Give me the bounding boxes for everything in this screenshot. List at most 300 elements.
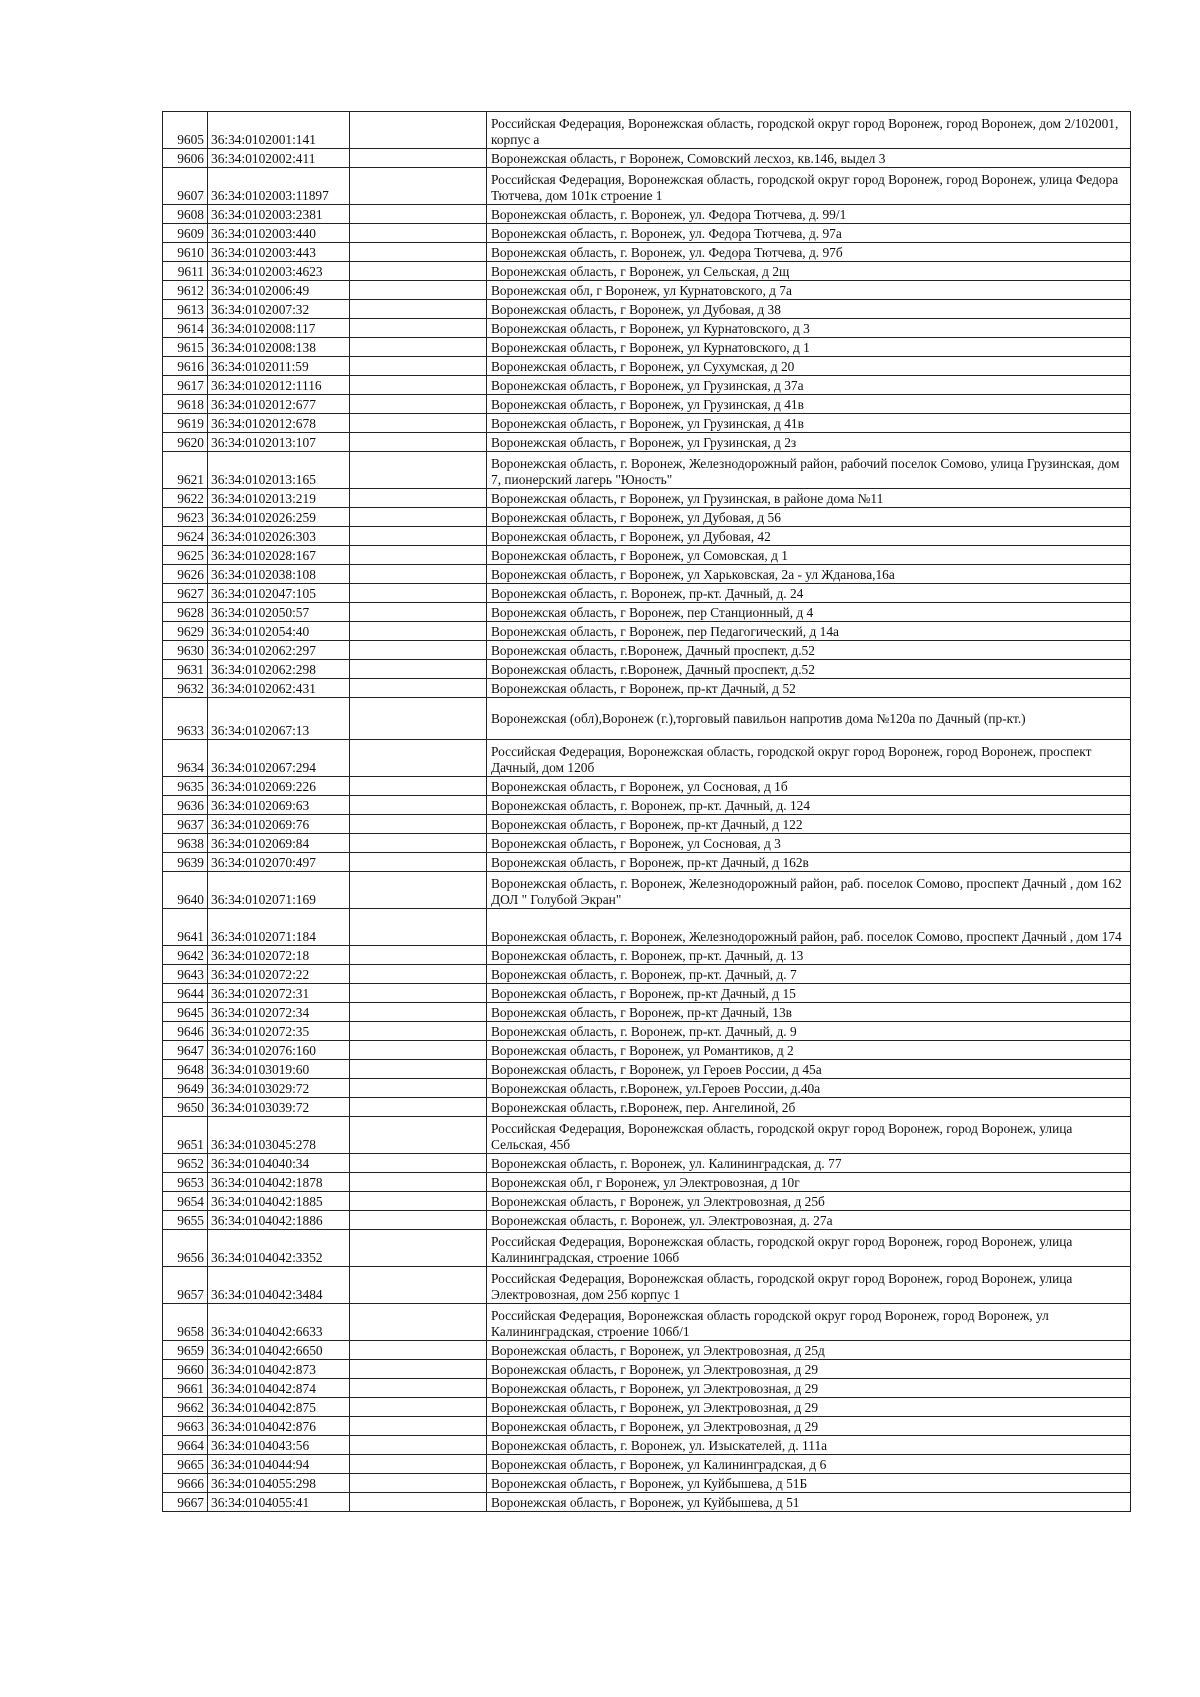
row-number-cell: 9608 <box>163 205 208 224</box>
address-cell: Российская Федерация, Воронежская область, городской округ город Воронеж, город Воронеж, улица Электровозная, дом 25б корпус 1 <box>487 1267 1131 1304</box>
cadastral-number-cell: 36:34:0104042:6650 <box>208 1341 350 1360</box>
address-cell: Воронежская область, г Воронеж, ул Курнатовского, д 3 <box>487 319 1131 338</box>
table-row <box>163 300 1131 319</box>
cadastral-number-cell: 36:34:0102013:219 <box>208 489 350 508</box>
table-row <box>163 452 1131 489</box>
row-number-cell: 9610 <box>163 243 208 262</box>
address-cell: Воронежская область, г. Воронеж, Железнодорожный район, рабочий поселок Сомово, улица Грузинская, дом 7, пионерский лагерь "Юность" <box>487 452 1131 489</box>
empty-cell <box>350 1474 487 1493</box>
empty-cell <box>350 224 487 243</box>
table-row <box>163 433 1131 452</box>
row-number-cell: 9634 <box>163 740 208 777</box>
address-cell: Воронежская область, г. Воронеж, пр-кт. Дачный, д. 7 <box>487 965 1131 984</box>
row-number-cell: 9636 <box>163 796 208 815</box>
cadastral-number-cell: 36:34:0102069:84 <box>208 834 350 853</box>
cadastral-number-cell: 36:34:0102050:57 <box>208 603 350 622</box>
empty-cell <box>350 1230 487 1267</box>
row-number-cell: 9654 <box>163 1192 208 1211</box>
row-number-cell: 9619 <box>163 414 208 433</box>
row-number-cell: 9658 <box>163 1304 208 1341</box>
cadastral-number-cell: 36:34:0104042:875 <box>208 1398 350 1417</box>
cadastral-number-cell: 36:34:0102003:443 <box>208 243 350 262</box>
cadastral-number-cell: 36:34:0102003:11897 <box>208 168 350 205</box>
row-number-cell: 9624 <box>163 527 208 546</box>
cadastral-number-cell: 36:34:0102012:677 <box>208 395 350 414</box>
empty-cell <box>350 433 487 452</box>
table-row <box>163 1079 1131 1098</box>
table-row <box>163 698 1131 740</box>
address-cell: Воронежская область, г Воронеж, ул Дубовая, д 38 <box>487 300 1131 319</box>
cadastral-number-cell: 36:34:0102028:167 <box>208 546 350 565</box>
address-cell: Воронежская область, г Воронеж, ул Дубовая, д 56 <box>487 508 1131 527</box>
empty-cell <box>350 1493 487 1512</box>
cadastral-number-cell: 36:34:0104044:94 <box>208 1455 350 1474</box>
empty-cell <box>350 698 487 740</box>
row-number-cell: 9666 <box>163 1474 208 1493</box>
address-cell: Воронежская область, г Воронеж, ул Сельская, д 2щ <box>487 262 1131 281</box>
table-row <box>163 1154 1131 1173</box>
table-row <box>163 565 1131 584</box>
table-row <box>163 508 1131 527</box>
cadastral-number-cell: 36:34:0103039:72 <box>208 1098 350 1117</box>
cadastral-number-cell: 36:34:0104055:41 <box>208 1493 350 1512</box>
cadastral-number-cell: 36:34:0102054:40 <box>208 622 350 641</box>
row-number-cell: 9662 <box>163 1398 208 1417</box>
row-number-cell: 9623 <box>163 508 208 527</box>
row-number-cell: 9606 <box>163 149 208 168</box>
table-row <box>163 319 1131 338</box>
row-number-cell: 9640 <box>163 872 208 909</box>
table-row <box>163 1360 1131 1379</box>
table-row <box>163 679 1131 698</box>
row-number-cell: 9625 <box>163 546 208 565</box>
table-row <box>163 1398 1131 1417</box>
row-number-cell: 9659 <box>163 1341 208 1360</box>
row-number-cell: 9613 <box>163 300 208 319</box>
table-row <box>163 946 1131 965</box>
cadastral-number-cell: 36:34:0102070:497 <box>208 853 350 872</box>
address-cell: Воронежская область, г. Воронеж, ул. Электровозная, д. 27а <box>487 1211 1131 1230</box>
table-row <box>163 1417 1131 1436</box>
address-cell: Воронежская область, г. Воронеж, ул. Калининградская, д. 77 <box>487 1154 1131 1173</box>
cadastral-number-cell: 36:34:0102069:63 <box>208 796 350 815</box>
address-cell: Воронежская область, г Воронеж, Сомовский лесхоз, кв.146, выдел 3 <box>487 149 1131 168</box>
address-cell: Воронежская область, г Воронеж, ул Сухумская, д 20 <box>487 357 1131 376</box>
table-row <box>163 796 1131 815</box>
empty-cell <box>350 603 487 622</box>
table-row <box>163 1267 1131 1304</box>
row-number-cell: 9614 <box>163 319 208 338</box>
cadastral-number-cell: 36:34:0103045:278 <box>208 1117 350 1154</box>
row-number-cell: 9621 <box>163 452 208 489</box>
row-number-cell: 9632 <box>163 679 208 698</box>
cadastral-number-cell: 36:34:0102062:297 <box>208 641 350 660</box>
address-cell: Российская Федерация, Воронежская область, городской округ город Воронеж, город Воронеж, улица Федора Тютчева, дом 101к строение 1 <box>487 168 1131 205</box>
empty-cell <box>350 395 487 414</box>
address-cell: Воронежская (обл),Воронеж (г.),торговый павильон напротив дома №120а по Дачный (пр-кт.) <box>487 698 1131 740</box>
empty-cell <box>350 357 487 376</box>
table-row <box>163 1117 1131 1154</box>
address-cell: Воронежская область, г. Воронеж, пр-кт. Дачный, д. 13 <box>487 946 1131 965</box>
row-number-cell: 9617 <box>163 376 208 395</box>
empty-cell <box>350 527 487 546</box>
table-row <box>163 1098 1131 1117</box>
document-page <box>162 111 1131 1512</box>
address-cell: Воронежская область, г. Воронеж, ул. Федора Тютчева, д. 97а <box>487 224 1131 243</box>
empty-cell <box>350 909 487 946</box>
cadastral-number-cell: 36:34:0102026:303 <box>208 527 350 546</box>
empty-cell <box>350 1360 487 1379</box>
cadastral-number-cell: 36:34:0104043:56 <box>208 1436 350 1455</box>
empty-cell <box>350 641 487 660</box>
address-cell: Воронежская область, г. Воронеж, ул. Федора Тютчева, д. 97б <box>487 243 1131 262</box>
address-cell: Воронежская область, г Воронеж, ул Сомовская, д 1 <box>487 546 1131 565</box>
address-cell: Воронежская область, г Воронеж, пр-кт Дачный, д 162в <box>487 853 1131 872</box>
empty-cell <box>350 1154 487 1173</box>
row-number-cell: 9609 <box>163 224 208 243</box>
address-cell: Воронежская обл, г Воронеж, ул Электровозная, д 10г <box>487 1173 1131 1192</box>
table-row <box>163 262 1131 281</box>
address-cell: Воронежская область, г.Воронеж, Дачный проспект, д.52 <box>487 641 1131 660</box>
cadastral-number-cell: 36:34:0103029:72 <box>208 1079 350 1098</box>
cadastral-number-cell: 36:34:0104042:876 <box>208 1417 350 1436</box>
empty-cell <box>350 1098 487 1117</box>
address-cell: Воронежская область, г Воронеж, пр-кт Дачный, д 122 <box>487 815 1131 834</box>
empty-cell <box>350 300 487 319</box>
address-cell: Воронежская область, г Воронеж, ул Калининградская, д 6 <box>487 1455 1131 1474</box>
empty-cell <box>350 777 487 796</box>
cadastral-number-cell: 36:34:0102001:141 <box>208 112 350 149</box>
address-cell: Российская Федерация, Воронежская область, городской округ город Воронеж, город Воронеж, улица Сельская, 45б <box>487 1117 1131 1154</box>
empty-cell <box>350 1041 487 1060</box>
cadastral-number-cell: 36:34:0102012:678 <box>208 414 350 433</box>
empty-cell <box>350 660 487 679</box>
cadastral-number-cell: 36:34:0104042:6633 <box>208 1304 350 1341</box>
cadastral-number-cell: 36:34:0102003:2381 <box>208 205 350 224</box>
empty-cell <box>350 149 487 168</box>
table-row <box>163 909 1131 946</box>
cadastral-number-cell: 36:34:0102071:169 <box>208 872 350 909</box>
address-cell: Российская Федерация, Воронежская область городской округ город Воронеж, город Воронеж, ул Калининградская, строение 106б/1 <box>487 1304 1131 1341</box>
empty-cell <box>350 414 487 433</box>
table-row <box>163 1379 1131 1398</box>
address-cell: Воронежская область, г Воронеж, ул Дубовая, 42 <box>487 527 1131 546</box>
registry-table <box>162 111 1131 1512</box>
row-number-cell: 9627 <box>163 584 208 603</box>
row-number-cell: 9611 <box>163 262 208 281</box>
empty-cell <box>350 262 487 281</box>
address-cell: Воронежская область, г Воронеж, пер Педагогический, д 14а <box>487 622 1131 641</box>
table-row <box>163 1493 1131 1512</box>
address-cell: Воронежская область, г. Воронеж, ул. Федора Тютчева, д. 99/1 <box>487 205 1131 224</box>
empty-cell <box>350 984 487 1003</box>
cadastral-number-cell: 36:34:0104040:34 <box>208 1154 350 1173</box>
row-number-cell: 9664 <box>163 1436 208 1455</box>
address-cell: Российская Федерация, Воронежская область, городской округ город Воронеж, город Воронеж, проспект Дачный, дом 120б <box>487 740 1131 777</box>
address-cell: Воронежская область, г.Воронеж, ул.Героев России, д.40а <box>487 1079 1131 1098</box>
address-cell: Воронежская область, г. Воронеж, ул. Изыскателей, д. 111а <box>487 1436 1131 1455</box>
address-cell: Воронежская область, г Воронеж, пер Станционный, д 4 <box>487 603 1131 622</box>
row-number-cell: 9630 <box>163 641 208 660</box>
table-row <box>163 1455 1131 1474</box>
address-cell: Воронежская область, г Воронеж, ул Курнатовского, д 1 <box>487 338 1131 357</box>
row-number-cell: 9642 <box>163 946 208 965</box>
row-number-cell: 9633 <box>163 698 208 740</box>
address-cell: Воронежская область, г Воронеж, ул Электровозная, д 29 <box>487 1417 1131 1436</box>
address-cell: Воронежская область, г Воронеж, ул Героев России, д 45а <box>487 1060 1131 1079</box>
row-number-cell: 9618 <box>163 395 208 414</box>
empty-cell <box>350 1379 487 1398</box>
address-cell: Воронежская область, г Воронеж, ул Грузинская, д 41в <box>487 414 1131 433</box>
empty-cell <box>350 965 487 984</box>
table-row <box>163 1041 1131 1060</box>
empty-cell <box>350 622 487 641</box>
address-cell: Воронежская область, г Воронеж, ул Грузинская, д 37а <box>487 376 1131 395</box>
row-number-cell: 9649 <box>163 1079 208 1098</box>
address-cell: Воронежская область, г Воронеж, ул Электровозная, д 25д <box>487 1341 1131 1360</box>
row-number-cell: 9622 <box>163 489 208 508</box>
empty-cell <box>350 243 487 262</box>
address-cell: Воронежская область, г Воронеж, ул Куйбышева, д 51 <box>487 1493 1131 1512</box>
empty-cell <box>350 1436 487 1455</box>
table-row <box>163 1060 1131 1079</box>
row-number-cell: 9651 <box>163 1117 208 1154</box>
row-number-cell: 9639 <box>163 853 208 872</box>
cadastral-number-cell: 36:34:0104042:874 <box>208 1379 350 1398</box>
table-row <box>163 1341 1131 1360</box>
table-row <box>163 395 1131 414</box>
row-number-cell: 9660 <box>163 1360 208 1379</box>
empty-cell <box>350 584 487 603</box>
table-row <box>163 872 1131 909</box>
empty-cell <box>350 1192 487 1211</box>
table-row <box>163 527 1131 546</box>
cadastral-number-cell: 36:34:0102038:108 <box>208 565 350 584</box>
table-row <box>163 965 1131 984</box>
cadastral-number-cell: 36:34:0102003:4623 <box>208 262 350 281</box>
address-cell: Воронежская область, г Воронеж, ул Сосновая, д 1б <box>487 777 1131 796</box>
empty-cell <box>350 319 487 338</box>
address-cell: Воронежская область, г Воронеж, ул Электровозная, д 29 <box>487 1360 1131 1379</box>
empty-cell <box>350 452 487 489</box>
address-cell: Российская Федерация, Воронежская область, городской округ город Воронеж, город Воронеж, дом 2/102001, корпус а <box>487 112 1131 149</box>
address-cell: Воронежская область, г Воронеж, ул Электровозная, д 29 <box>487 1398 1131 1417</box>
empty-cell <box>350 872 487 909</box>
address-cell: Воронежская область, г Воронеж, пр-кт Дачный, д 15 <box>487 984 1131 1003</box>
empty-cell <box>350 1079 487 1098</box>
cadastral-number-cell: 36:34:0102012:1116 <box>208 376 350 395</box>
row-number-cell: 9626 <box>163 565 208 584</box>
address-cell: Воронежская область, г. Воронеж, пр-кт. Дачный, д. 9 <box>487 1022 1131 1041</box>
address-cell: Воронежская область, г Воронеж, пр-кт Дачный, 13в <box>487 1003 1131 1022</box>
empty-cell <box>350 565 487 584</box>
table-row <box>163 641 1131 660</box>
cadastral-number-cell: 36:34:0104055:298 <box>208 1474 350 1493</box>
address-cell: Воронежская область, г Воронеж, пр-кт Дачный, д 52 <box>487 679 1131 698</box>
row-number-cell: 9663 <box>163 1417 208 1436</box>
cadastral-number-cell: 36:34:0102072:18 <box>208 946 350 965</box>
row-number-cell: 9646 <box>163 1022 208 1041</box>
empty-cell <box>350 1211 487 1230</box>
row-number-cell: 9635 <box>163 777 208 796</box>
row-number-cell: 9648 <box>163 1060 208 1079</box>
cadastral-number-cell: 36:34:0102006:49 <box>208 281 350 300</box>
row-number-cell: 9645 <box>163 1003 208 1022</box>
cadastral-number-cell: 36:34:0102069:226 <box>208 777 350 796</box>
table-row <box>163 112 1131 149</box>
row-number-cell: 9612 <box>163 281 208 300</box>
row-number-cell: 9647 <box>163 1041 208 1060</box>
table-row <box>163 414 1131 433</box>
cadastral-number-cell: 36:34:0102047:105 <box>208 584 350 603</box>
table-row <box>163 815 1131 834</box>
cadastral-number-cell: 36:34:0102008:117 <box>208 319 350 338</box>
row-number-cell: 9657 <box>163 1267 208 1304</box>
table-row <box>163 984 1131 1003</box>
table-row <box>163 1003 1131 1022</box>
row-number-cell: 9661 <box>163 1379 208 1398</box>
row-number-cell: 9631 <box>163 660 208 679</box>
empty-cell <box>350 1060 487 1079</box>
table-row <box>163 1474 1131 1493</box>
table-row <box>163 1436 1131 1455</box>
empty-cell <box>350 338 487 357</box>
empty-cell <box>350 1304 487 1341</box>
row-number-cell: 9616 <box>163 357 208 376</box>
cadastral-number-cell: 36:34:0102007:32 <box>208 300 350 319</box>
address-cell: Воронежская область, г Воронеж, ул Электровозная, д 29 <box>487 1379 1131 1398</box>
row-number-cell: 9644 <box>163 984 208 1003</box>
address-cell: Воронежская область, г Воронеж, ул Сосновая, д 3 <box>487 834 1131 853</box>
cadastral-number-cell: 36:34:0104042:1885 <box>208 1192 350 1211</box>
cadastral-number-cell: 36:34:0102072:22 <box>208 965 350 984</box>
cadastral-number-cell: 36:34:0102013:107 <box>208 433 350 452</box>
row-number-cell: 9650 <box>163 1098 208 1117</box>
table-row <box>163 149 1131 168</box>
empty-cell <box>350 1173 487 1192</box>
row-number-cell: 9643 <box>163 965 208 984</box>
address-cell: Воронежская область, г Воронеж, ул Куйбышева, д 51Б <box>487 1474 1131 1493</box>
row-number-cell: 9641 <box>163 909 208 946</box>
empty-cell <box>350 1398 487 1417</box>
table-row <box>163 1211 1131 1230</box>
cadastral-number-cell: 36:34:0102069:76 <box>208 815 350 834</box>
table-row <box>163 1192 1131 1211</box>
address-cell: Воронежская область, г Воронеж, ул Романтиков, д 2 <box>487 1041 1131 1060</box>
table-row <box>163 740 1131 777</box>
empty-cell <box>350 546 487 565</box>
cadastral-number-cell: 36:34:0104042:3484 <box>208 1267 350 1304</box>
table-row <box>163 338 1131 357</box>
cadastral-number-cell: 36:34:0102003:440 <box>208 224 350 243</box>
address-cell: Воронежская область, г.Воронеж, Дачный проспект, д.52 <box>487 660 1131 679</box>
row-number-cell: 9655 <box>163 1211 208 1230</box>
row-number-cell: 9607 <box>163 168 208 205</box>
row-number-cell: 9620 <box>163 433 208 452</box>
cadastral-number-cell: 36:34:0102072:31 <box>208 984 350 1003</box>
empty-cell <box>350 281 487 300</box>
empty-cell <box>350 853 487 872</box>
cadastral-number-cell: 36:34:0102008:138 <box>208 338 350 357</box>
address-cell: Воронежская область, г Воронеж, ул Грузинская, д 41в <box>487 395 1131 414</box>
empty-cell <box>350 1003 487 1022</box>
table-row <box>163 376 1131 395</box>
cadastral-number-cell: 36:34:0102002:411 <box>208 149 350 168</box>
cadastral-number-cell: 36:34:0104042:3352 <box>208 1230 350 1267</box>
address-cell: Воронежская область, г.Воронеж, пер. Ангелиной, 2б <box>487 1098 1131 1117</box>
table-row <box>163 777 1131 796</box>
empty-cell <box>350 376 487 395</box>
cadastral-number-cell: 36:34:0104042:1886 <box>208 1211 350 1230</box>
table-row <box>163 224 1131 243</box>
address-cell: Воронежская область, г Воронеж, ул Электровозная, д 25б <box>487 1192 1131 1211</box>
empty-cell <box>350 112 487 149</box>
table-row <box>163 168 1131 205</box>
address-cell: Российская Федерация, Воронежская область, городской округ город Воронеж, город Воронеж, улица Калининградская, строение 106б <box>487 1230 1131 1267</box>
empty-cell <box>350 946 487 965</box>
row-number-cell: 9629 <box>163 622 208 641</box>
address-cell: Воронежская область, г Воронеж, ул Харьковская, 2а - ул Жданова,16а <box>487 565 1131 584</box>
cadastral-number-cell: 36:34:0103019:60 <box>208 1060 350 1079</box>
table-row <box>163 357 1131 376</box>
address-cell: Воронежская область, г Воронеж, ул Грузинская, д 2з <box>487 433 1131 452</box>
cadastral-number-cell: 36:34:0104042:1878 <box>208 1173 350 1192</box>
row-number-cell: 9667 <box>163 1493 208 1512</box>
row-number-cell: 9628 <box>163 603 208 622</box>
empty-cell <box>350 679 487 698</box>
registry-table-body <box>163 112 1131 1512</box>
table-row <box>163 853 1131 872</box>
address-cell: Воронежская область, г. Воронеж, Железнодорожный район, раб. поселок Сомово, проспект Дачный , дом 174 <box>487 909 1131 946</box>
cadastral-number-cell: 36:34:0102067:294 <box>208 740 350 777</box>
table-row <box>163 1173 1131 1192</box>
table-row <box>163 243 1131 262</box>
table-row <box>163 1022 1131 1041</box>
address-cell: Воронежская область, г. Воронеж, пр-кт. Дачный, д. 124 <box>487 796 1131 815</box>
cadastral-number-cell: 36:34:0102062:431 <box>208 679 350 698</box>
table-row <box>163 584 1131 603</box>
row-number-cell: 9638 <box>163 834 208 853</box>
table-row <box>163 622 1131 641</box>
empty-cell <box>350 508 487 527</box>
row-number-cell: 9665 <box>163 1455 208 1474</box>
row-number-cell: 9652 <box>163 1154 208 1173</box>
cadastral-number-cell: 36:34:0102072:35 <box>208 1022 350 1041</box>
empty-cell <box>350 1341 487 1360</box>
cadastral-number-cell: 36:34:0102013:165 <box>208 452 350 489</box>
empty-cell <box>350 489 487 508</box>
empty-cell <box>350 205 487 224</box>
table-row <box>163 660 1131 679</box>
table-row <box>163 834 1131 853</box>
address-cell: Воронежская обл, г Воронеж, ул Курнатовского, д 7а <box>487 281 1131 300</box>
row-number-cell: 9615 <box>163 338 208 357</box>
row-number-cell: 9656 <box>163 1230 208 1267</box>
table-row <box>163 489 1131 508</box>
empty-cell <box>350 1022 487 1041</box>
empty-cell <box>350 834 487 853</box>
table-row <box>163 281 1131 300</box>
cadastral-number-cell: 36:34:0102062:298 <box>208 660 350 679</box>
empty-cell <box>350 1455 487 1474</box>
cadastral-number-cell: 36:34:0102076:160 <box>208 1041 350 1060</box>
row-number-cell: 9653 <box>163 1173 208 1192</box>
table-row <box>163 1230 1131 1267</box>
table-row <box>163 603 1131 622</box>
cadastral-number-cell: 36:34:0102011:59 <box>208 357 350 376</box>
empty-cell <box>350 815 487 834</box>
cadastral-number-cell: 36:34:0102072:34 <box>208 1003 350 1022</box>
